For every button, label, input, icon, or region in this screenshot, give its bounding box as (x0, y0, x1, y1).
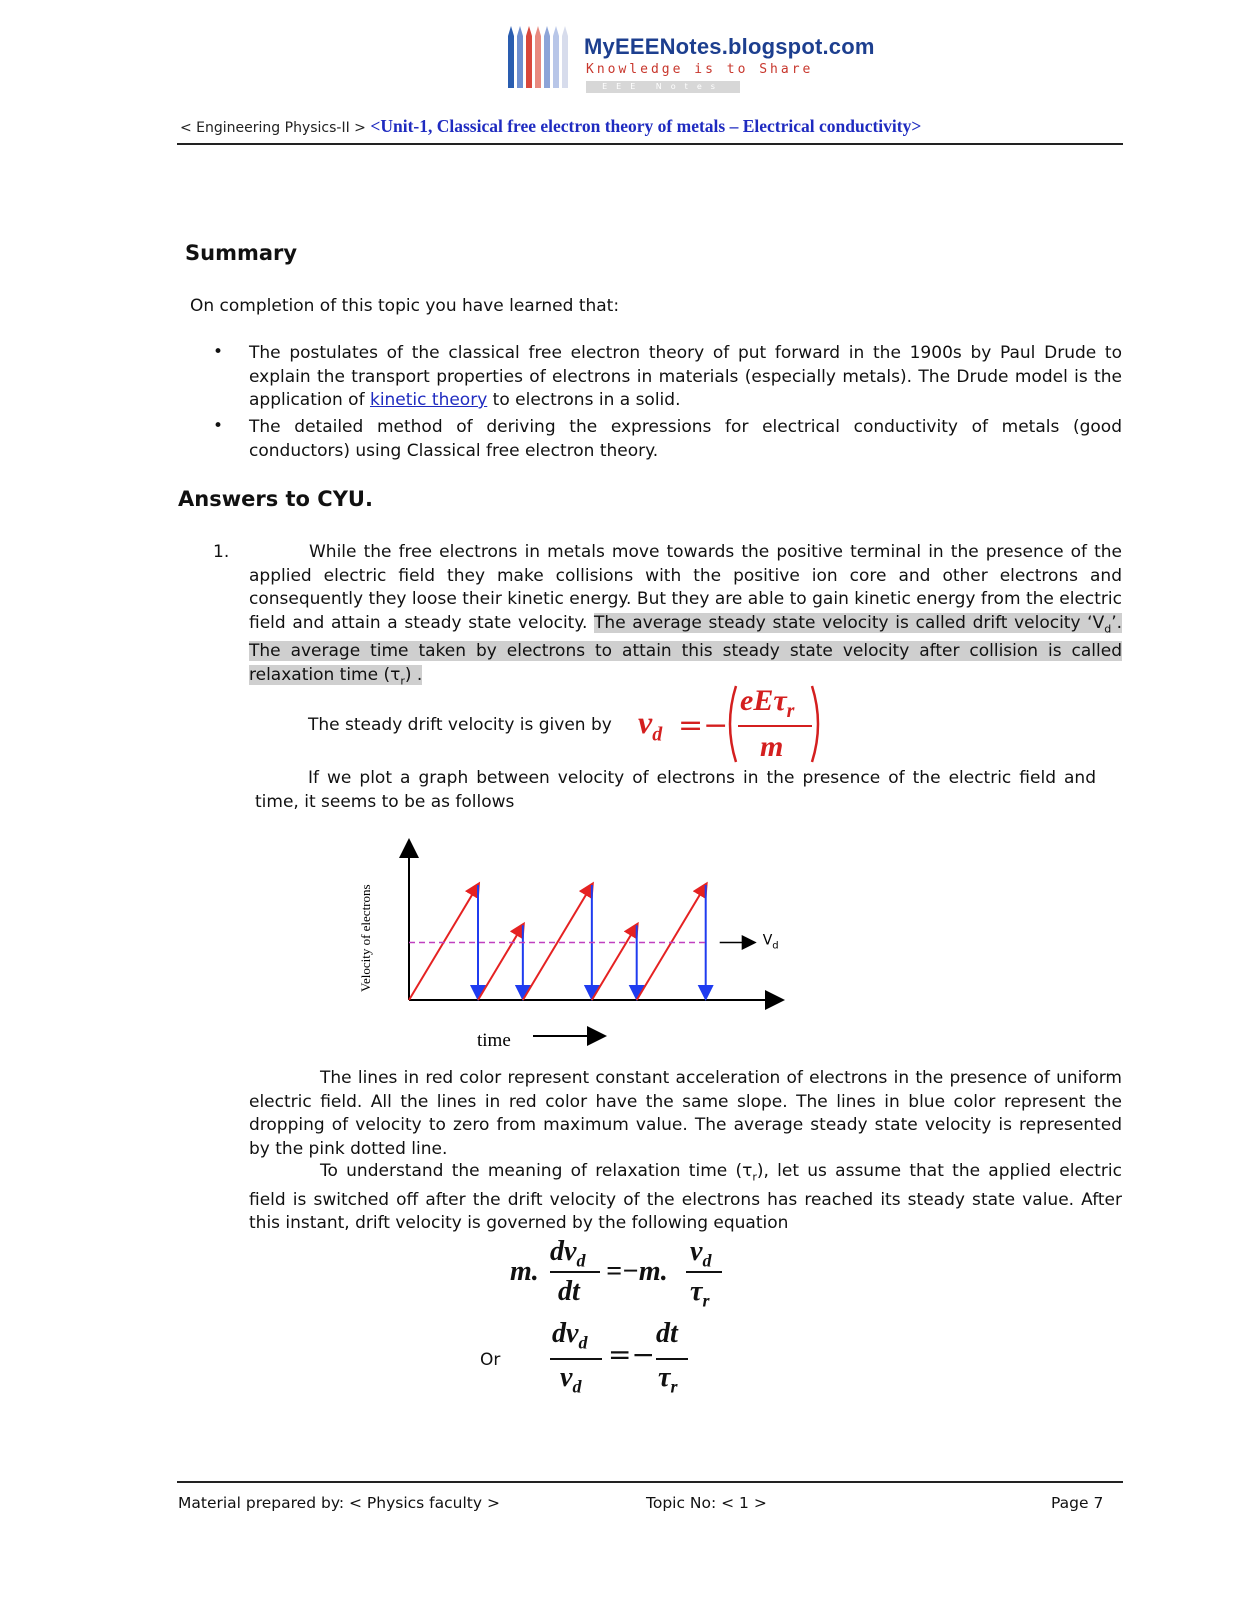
answer-paragraph-1: While the free electrons in metals move towards the positive terminal in the presence of the applied electric field they make collisions with the positive ion core and other electrons and consequently they loose their kinetic energy. But they are able to gain kinetic energy from the electric field and attain a steady state velocity. The average steady state velocity is called drift velocity ‘$V_d$’. The average time taken by electrons to attain this steady state velocity after collision is called relaxation time $(\tau_r)$ . (249, 542, 1123, 688)
answer-paragraph-2: The lines in red color represent constant acceleration of electrons in the presence of uniform electric field. All the lines in red color have the same slope. The lines in blue color represent the dropping of velocity to zero from maximum value. The average steady state velocity is represented by the pink dotted line. (249, 1068, 1122, 1159)
x-axis-label: time (477, 1030, 511, 1051)
summary-heading: Summary (185, 241, 298, 265)
answer-paragraph-3: To understand the meaning of relaxation time $(\tau_r)$, let us assume that the applied electric field is switched off after the drift velocity of the electrons has reached its steady state value. After this instant, drift velocity is governed by the following equation (249, 1161, 1122, 1234)
summary-intro: On completion of this topic you have learned that: (190, 296, 620, 316)
answers-heading: Answers to CYU. (178, 487, 373, 511)
footer-prepared-by: Material prepared by: < Physics faculty > (178, 1494, 500, 1512)
or-label: Or (480, 1350, 501, 1370)
logo-bar: EEE Notes (586, 81, 740, 93)
acceleration-line-4 (592, 925, 637, 1000)
summary-bullet-1: The postulates of the classical free electron theory of put forward in the 1900s by Paul Drude to explain the transport properties of electrons in materials (especially metals). The Drude model is the application of kinetic theory to electrons in a solid. (249, 343, 1122, 410)
page-header (180, 116, 921, 137)
graph-intro: If we plot a graph between velocity of electrons in the presence of the electric field and time, it seems to be as follows (255, 768, 1096, 812)
logo-title: MyEEENotes.blogspot.com (584, 34, 875, 59)
kinetic-theory-link[interactable]: kinetic theory (369, 390, 488, 410)
acceleration-line-2 (478, 925, 523, 1000)
unit-title: <Unit-1, Classical free electron theory of metals – Electrical conductivity> (370, 116, 922, 136)
highlighted-definition: The average steady state velocity is called drift velocity ‘$V_d$’. The average time taken by electrons to attain this steady state velocity after collision is called relaxation time $(\tau_r)$ . (249, 612, 1123, 688)
relaxation-equation: m. $dv_d$ dt =−m. $v_d$ $\tau_r$ (510, 1236, 750, 1316)
logo-pencils-icon (506, 22, 576, 92)
summary-bullet-2: The detailed method of deriving the expressions for electrical conductivity of metals (good conductors) using Classical free electron theory. (249, 417, 1122, 461)
logo-tagline: Knowledge is to Share (586, 62, 814, 77)
course-label: < Engineering Physics-II > (180, 120, 366, 136)
header-divider (177, 143, 1123, 145)
rearranged-equation: $dv_d$ $v_d$ =− dt $\tau_r$ (550, 1318, 700, 1404)
drift-velocity-label: $V_d$ (762, 932, 779, 952)
velocity-time-chart (345, 830, 805, 1060)
footer-divider (177, 1481, 1123, 1483)
page-number: Page 7 (1051, 1494, 1104, 1512)
drift-velocity-label: The steady drift velocity is given by (308, 715, 612, 735)
bullet-marker: • (213, 416, 224, 436)
footer-topic: Topic No: < 1 > (646, 1494, 767, 1512)
y-axis-label: Velocity of electrons (358, 884, 373, 992)
bullet-marker: • (213, 342, 224, 362)
item-number: 1. (213, 542, 230, 562)
